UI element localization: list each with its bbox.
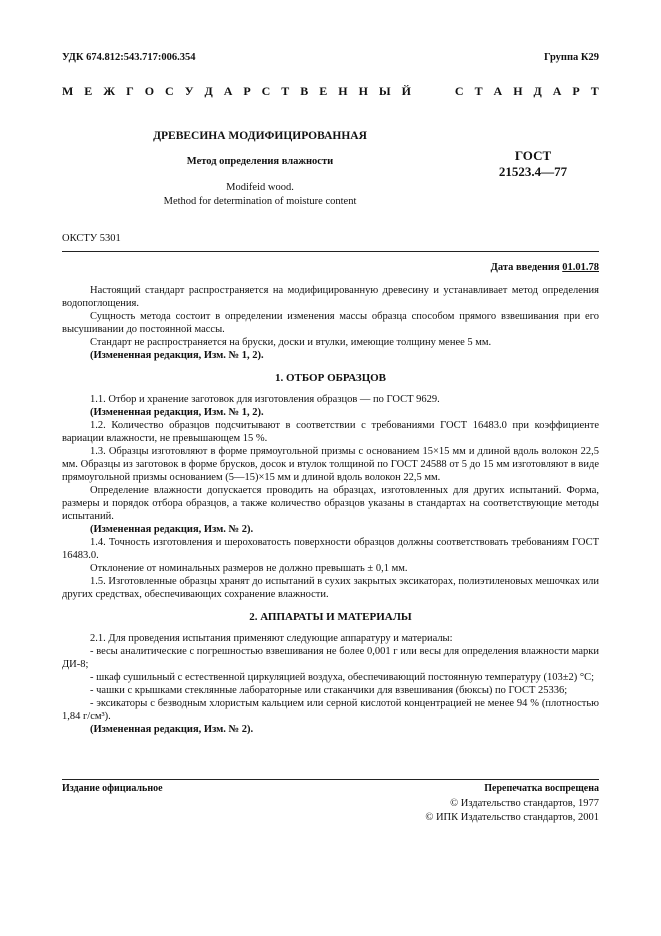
banner-letter: У xyxy=(184,84,194,98)
banner-letter: Ы xyxy=(378,84,391,98)
banner-letter: С xyxy=(454,84,464,98)
clause-1-2: 1.2. Количество образцов подсчитывают в соответствии с требованиями ГОСТ 16483.0 при коэффициенте вариации влажности, не превышающем 15 %. xyxy=(62,420,599,444)
introduction-date xyxy=(491,262,599,273)
banner-letter: Е xyxy=(319,84,328,98)
interstate-standard-banner xyxy=(62,84,599,99)
divider xyxy=(62,251,599,252)
banner-letter: Р xyxy=(243,84,251,98)
banner-letter: Е xyxy=(84,84,93,98)
banner-letter: Р xyxy=(572,84,580,98)
clause-1-4-note: Отклонение от номинальных размеров не должно превышать ± 0,1 мм. xyxy=(90,563,408,574)
banner-letter: С xyxy=(261,84,271,98)
clause-1-4: 1.4. Точность изготовления и шероховатость поверхности образцов должны соответствовать требованиям ГОСТ 16483.0. xyxy=(62,537,599,561)
copyright-2001: © ИПК Издательство стандартов, 2001 xyxy=(425,812,599,823)
udk-code: УДК 674.812:543.717:006.354 xyxy=(62,52,196,63)
banner-letter: Т xyxy=(474,84,483,98)
edit-note: (Измененная редакция, Изм. № 2). xyxy=(90,524,254,535)
clause-1-5: 1.5. Изготовленные образцы хранят до испытаний в сухих закрытых эксикаторах, полиэтиленовых мешочках или других средствах, обеспечивающих сохранение влажности. xyxy=(62,576,599,600)
english-title: Modifeid wood. xyxy=(226,182,294,193)
english-subtitle: Method for determination of moisture content xyxy=(163,196,357,207)
footer-divider xyxy=(62,779,599,780)
gost-number xyxy=(478,148,588,180)
banner-letter: Й xyxy=(401,84,411,98)
reprint-prohibited: Перепечатка воспрещена xyxy=(484,783,599,794)
document-title: ДРЕВЕСИНА МОДИФИЦИРОВАННАЯ xyxy=(153,130,367,142)
banner-letter: А xyxy=(552,84,562,98)
intro-paragraph: Настоящий стандарт распространяется на модифицированную древесину и устанавливает метод определения водопоглощения. xyxy=(62,285,599,309)
intro-paragraph: Стандарт не распространяется на бруски, доски и втулки, имеющие толщину менее 5 мм. xyxy=(90,337,492,348)
banner-letter: Д xyxy=(533,84,542,98)
clause-2-1: 2.1. Для проведения испытания применяют следующие аппаратуру и материалы: xyxy=(90,633,453,644)
banner-letter: Ж xyxy=(103,84,116,98)
okstu-code: ОКСТУ 5301 xyxy=(62,233,121,244)
equipment-item: - весы аналитические с погрешностью взвешивания не более 0,001 г или весы для определения влажности марки ДИ-8; xyxy=(62,646,599,670)
section-heading: 1. ОТБОР ОБРАЗЦОВ xyxy=(274,372,387,384)
banner-letter: С xyxy=(165,84,174,98)
document-body xyxy=(62,284,599,736)
banner-letter: В xyxy=(300,84,309,98)
edit-note: (Измененная редакция, Изм. № 1, 2). xyxy=(90,407,264,418)
date-value: 01.01.78 xyxy=(562,262,599,273)
clause-1-1: 1.1. Отбор и хранение заготовок для изготовления образцов — по ГОСТ 9629. xyxy=(90,394,440,405)
group-code: Группа К29 xyxy=(543,52,599,63)
gost-code: 21523.4—77 xyxy=(498,164,568,179)
clause-1-3: 1.3. Образцы изготовляют в форме прямоугольной призмы с основанием 15×15 мм и длиной вдоль волокон 22,5 мм. Образцы из заготовок в форме брусков, досок и втулок толщиной по ГОСТ 24588 от 5 до 15 мм изготовляют в виде прямоугольной призмы основанием (5—15)×15 мм и длиной вдоль волокон 22,5 мм. xyxy=(62,446,599,483)
document-subtitle: Метод определения влажности xyxy=(186,156,334,167)
banner-letter: М xyxy=(62,84,74,98)
banner-gap xyxy=(422,84,444,99)
banner-letter: А xyxy=(223,84,233,98)
equipment-item: - шкаф сушильный с естественной циркуляцией воздуха, обеспечивающий постоянную температуру (103±2) °С; xyxy=(90,672,595,683)
banner-letter: Г xyxy=(126,84,134,98)
banner-letter: Т xyxy=(590,84,599,98)
banner-letter: Т xyxy=(281,84,290,98)
copyright-1977: © Издательство стандартов, 1977 xyxy=(450,798,599,809)
date-label: Дата введения xyxy=(490,262,560,273)
banner-letter: Н xyxy=(338,84,348,98)
banner-letter: Н xyxy=(358,84,368,98)
section-heading: 2. АППАРАТЫ И МАТЕРИАЛЫ xyxy=(249,611,412,623)
edit-note: (Измененная редакция, Изм. № 1, 2). xyxy=(90,350,264,361)
intro-paragraph: Сущность метода состоит в определении изменения массы образца способом прямого взвешивания при его высушивании до постоянной массы. xyxy=(62,311,599,335)
banner-letter: Н xyxy=(513,84,523,98)
banner-letter: Д xyxy=(204,84,213,98)
edit-note: (Измененная редакция, Изм. № 2). xyxy=(90,724,254,735)
official-edition: Издание официальное xyxy=(62,783,163,794)
gost-label: ГОСТ xyxy=(514,148,552,163)
banner-letter: А xyxy=(493,84,503,98)
banner-letter: О xyxy=(144,84,155,98)
equipment-item: - чашки с крышками стеклянные лабораторные или стаканчики для взвешивания (бюксы) по ГОСТ 25336; xyxy=(90,685,568,696)
clause-1-3-note: Определение влажности допускается проводить на образцах, изготовленных для других испытаний. Форма, размеры и порядок отбора образцов, а также количество образцов указаны в стандартах на соответствующие методы испытаний. xyxy=(62,485,599,522)
equipment-item: - эксикаторы с безводным хлористым кальцием или серной кислотой концентрацией не менее 94 % (плотностью 1,84 г/см³). xyxy=(62,698,599,722)
